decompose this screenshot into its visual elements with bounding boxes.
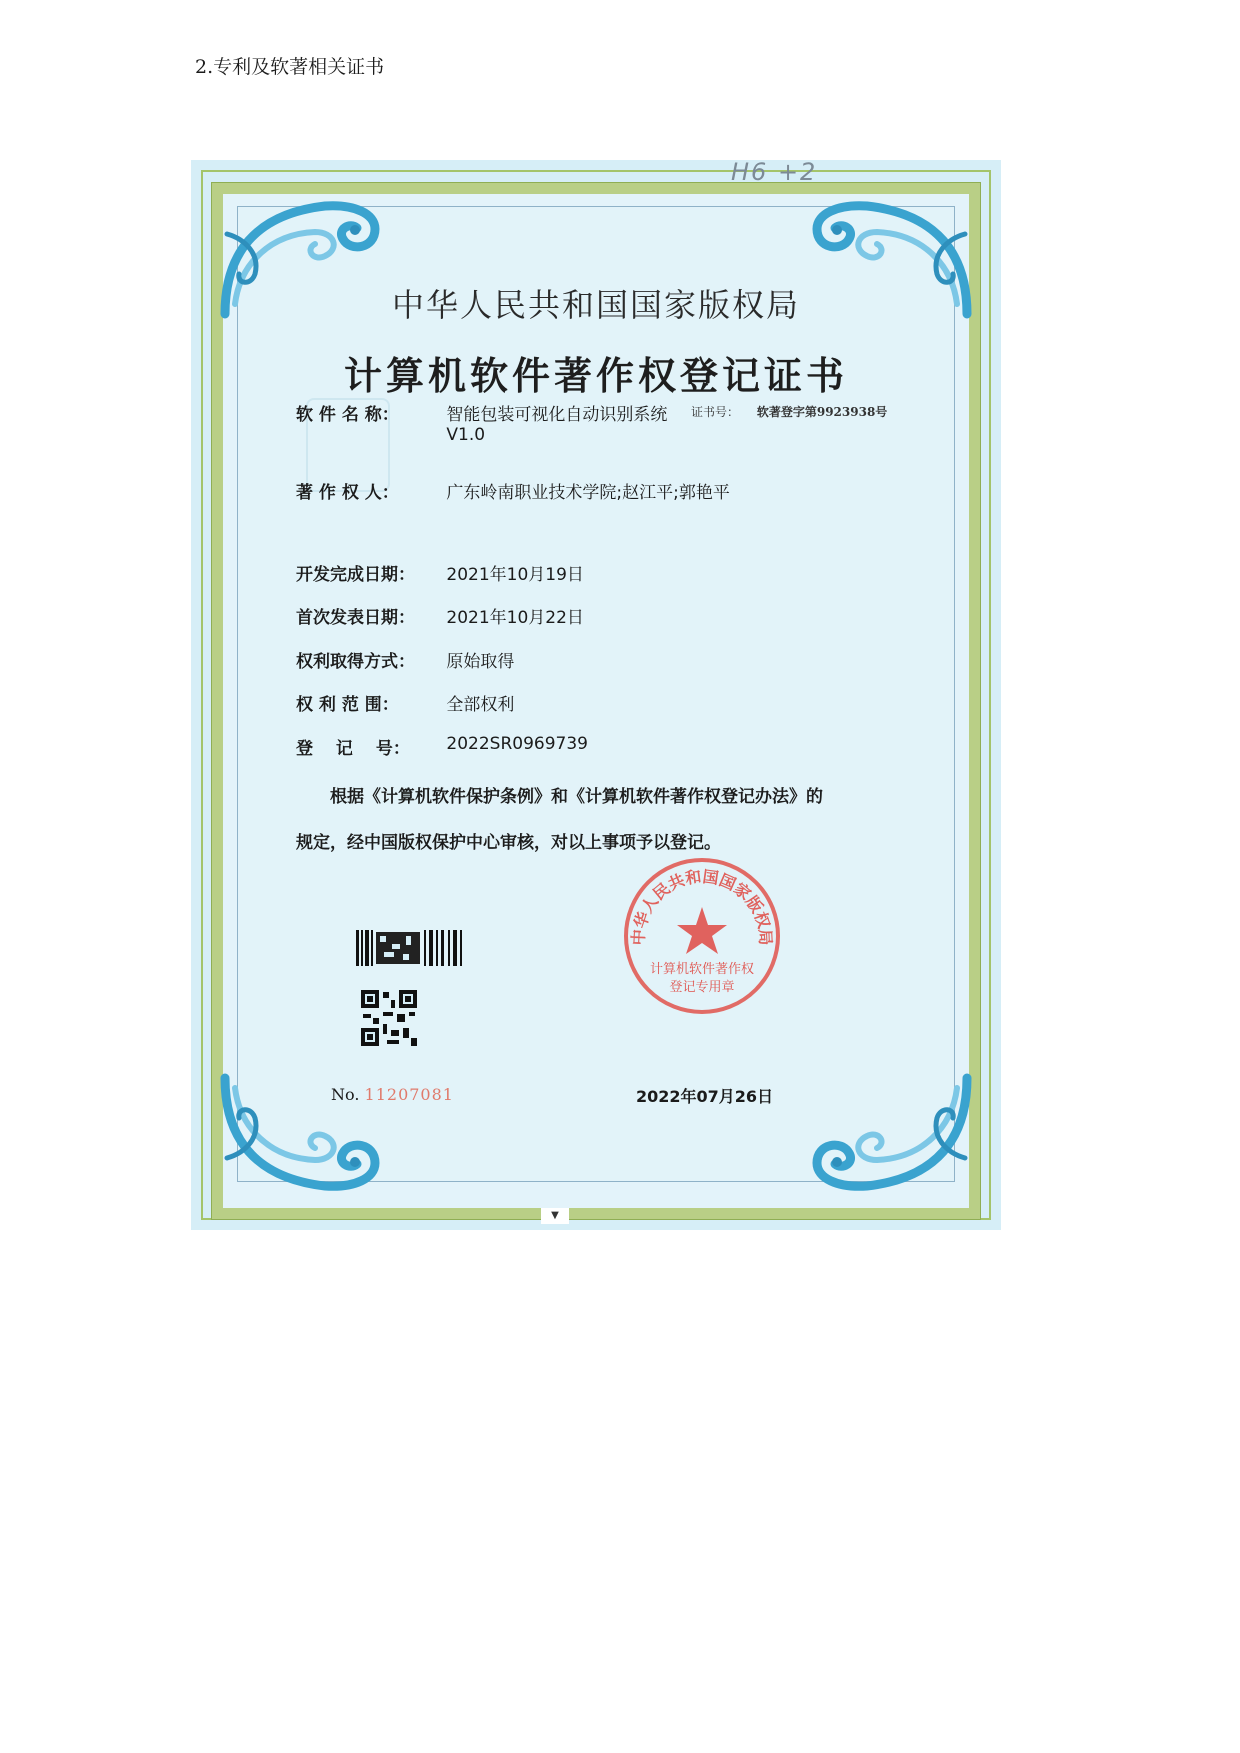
qr-code-icon [361, 990, 417, 1046]
field-label: 著 作 权 人： [296, 483, 399, 503]
field-value: 2021年10月19日 [446, 565, 584, 585]
seal-star-icon [677, 907, 727, 954]
software-version: V1.0 [446, 425, 486, 445]
certificate-number [691, 403, 887, 420]
page-heading: 2.专利及软著相关证书 [195, 56, 385, 78]
field-software-name [296, 400, 667, 445]
field-publication-date [296, 603, 584, 628]
field-label: 首次发表日期： [296, 608, 415, 628]
field-completion-date [296, 560, 584, 585]
issue-date: 2022年07月26日 [636, 1087, 774, 1106]
software-name: 智能包装可视化自动识别系统 [446, 405, 668, 425]
seal-line-2: 登记专用章 [669, 980, 735, 995]
field-copyright-owner [296, 478, 730, 503]
certificate-number-value: 软著登字第9923938号 [756, 405, 888, 419]
corner-ornament-icon [807, 1068, 977, 1198]
field-label: 权利取得方式： [296, 652, 415, 672]
field-acquisition-method [296, 647, 514, 672]
field-value [446, 400, 667, 445]
page-marker-icon: ▼ [541, 1208, 569, 1224]
legal-basis-line-1: 根据《计算机软件保护条例》和《计算机软件著作权登记办法》的 [330, 787, 823, 807]
issuer-name: 中华人民共和国国家版权局 [391, 286, 800, 324]
serial-prefix: No. [331, 1085, 360, 1104]
certificate-title: 计算机软件著作权登记证书 [343, 353, 848, 398]
field-value: 广东岭南职业技术学院;赵江平;郭艳平 [446, 483, 730, 503]
field-label: 软 件 名 称： [296, 405, 399, 425]
field-value: 2022SR0969739 [446, 734, 588, 754]
seal-outer-text: 中华人民共和国国家版权局 [628, 866, 776, 946]
certificate-image [191, 160, 1001, 1230]
seal-line-1: 计算机软件著作权 [649, 962, 755, 977]
barcode-icon [356, 930, 464, 966]
field-label: 开发完成日期： [296, 565, 415, 585]
legal-basis-line-2: 规定，经中国版权保护中心审核，对以上事项予以登记。 [296, 833, 721, 853]
field-rights-scope [296, 690, 514, 715]
field-value: 全部权利 [446, 695, 515, 715]
serial-value: 11207081 [364, 1085, 454, 1104]
field-label: 登 记 号： [296, 739, 410, 759]
official-seal [621, 855, 783, 1017]
certificate-number-label: 证书号： [691, 405, 740, 419]
field-value: 原始取得 [446, 652, 515, 672]
serial-number [331, 1085, 454, 1104]
field-registration-number [296, 734, 588, 759]
handwritten-note: H6 +2 [731, 160, 818, 186]
field-label: 权 利 范 围： [296, 695, 399, 715]
field-value: 2021年10月22日 [446, 608, 584, 628]
